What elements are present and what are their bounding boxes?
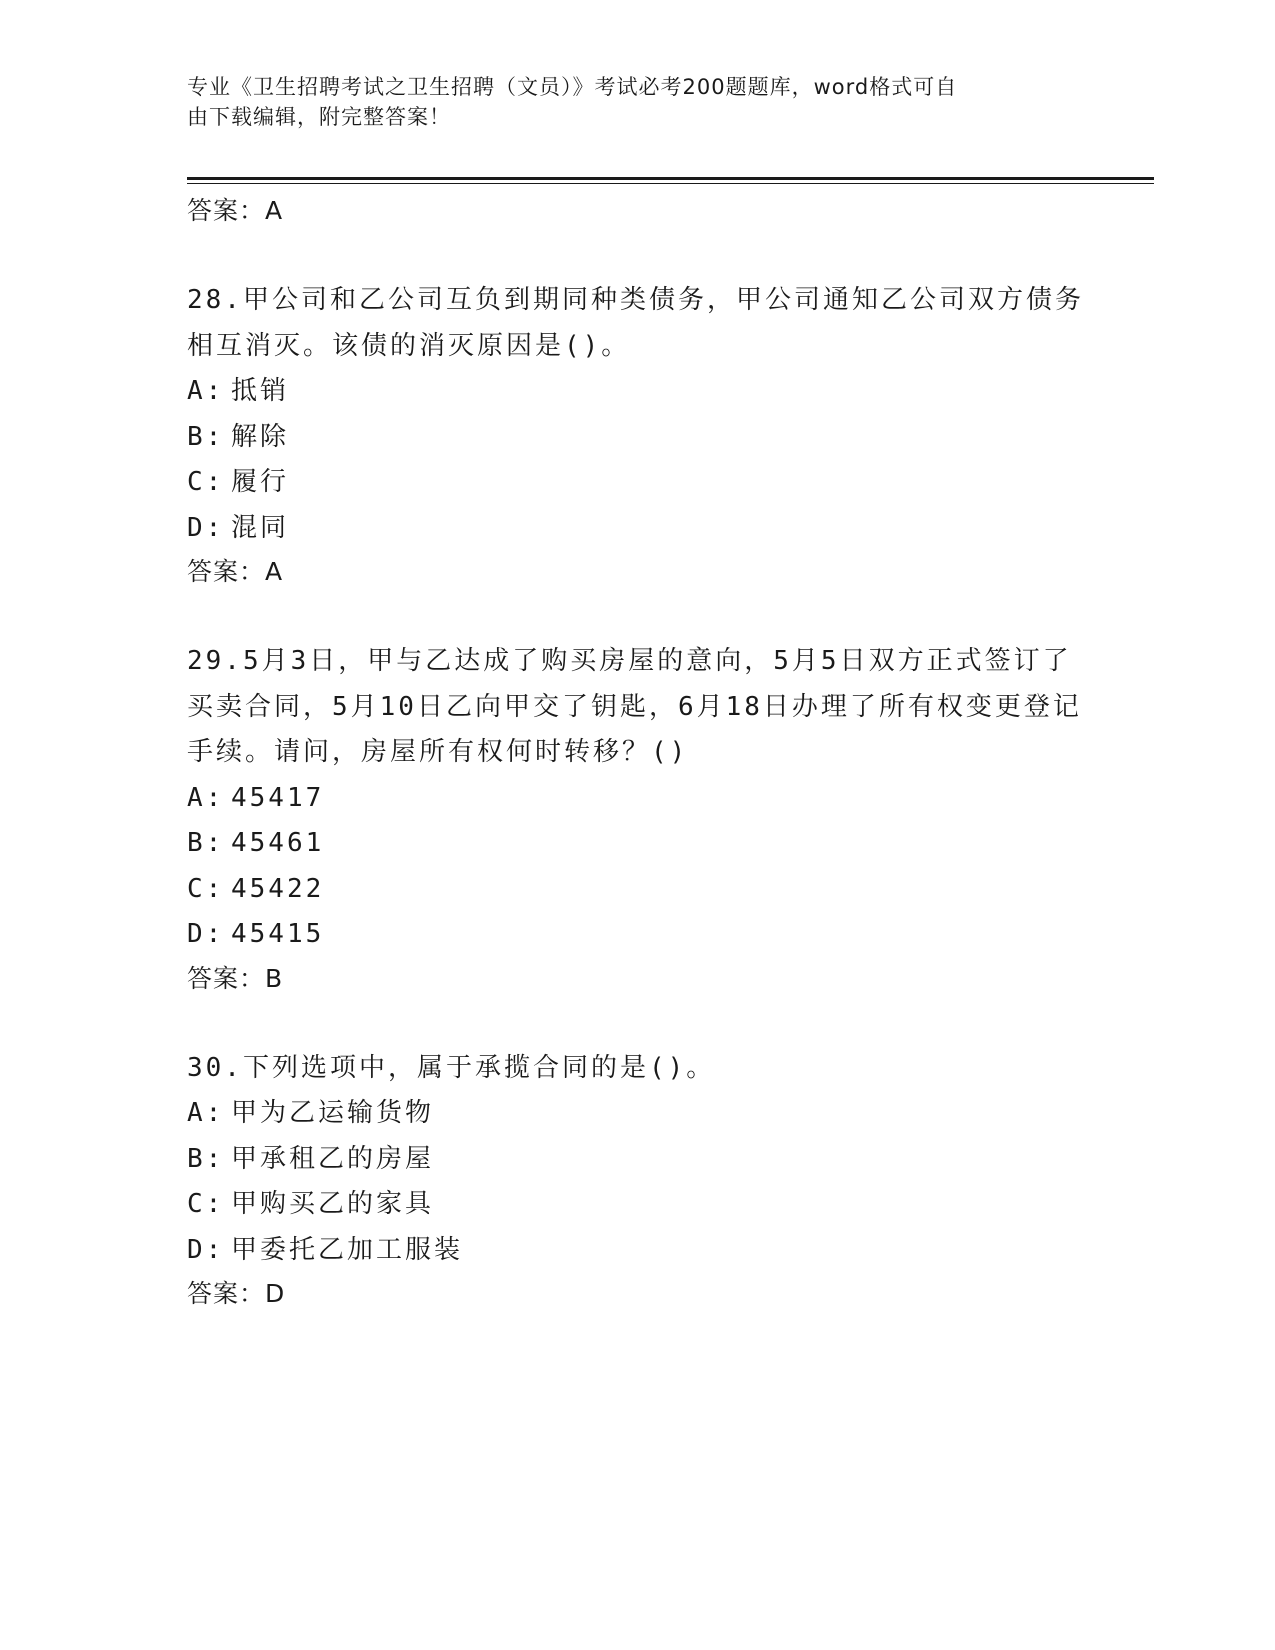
option-text: 45415 [231, 919, 325, 949]
option-a [187, 369, 1087, 415]
option-b [187, 1137, 1087, 1183]
option-letter: D: [187, 512, 225, 543]
answer-label: 答案： [187, 1279, 266, 1308]
question-stem: 28.甲公司和乙公司互负到期同种类债务，甲公司通知乙公司双方债务相互消灭。该债的消灭原因是()。 [187, 285, 1084, 361]
answer [187, 958, 1087, 998]
option-text: 履行 [231, 467, 290, 497]
option-a [187, 1091, 1087, 1137]
header-divider-thin [187, 183, 1154, 184]
option-b [187, 415, 1087, 461]
option-letter: D: [187, 919, 225, 949]
answer-value: A [265, 196, 284, 225]
answer [187, 1273, 1087, 1313]
option-text: 甲承租乙的房屋 [231, 1143, 435, 1174]
previous-answer [187, 190, 1087, 230]
option-text: 45417 [231, 782, 325, 813]
answer-label: 答案： [187, 196, 266, 225]
option-text: 45422 [231, 873, 325, 904]
question-stem: 29.5月3日，甲与乙达成了购买房屋的意向，5月5日双方正式签订了买卖合同，5月10日乙向甲交了钥匙，6月18日办理了所有权变更登记手续。请问，房屋所有权何时转移？() [187, 646, 1082, 767]
option-letter: D: [187, 1234, 225, 1265]
answer-label: 答案： [187, 557, 266, 586]
option-letter: B: [187, 1143, 225, 1174]
option-c [187, 867, 1087, 913]
option-text: 45461 [231, 828, 325, 858]
option-c [187, 460, 1087, 506]
question-30 [187, 1046, 1087, 1314]
option-text: 甲为乙运输货物 [231, 1098, 435, 1128]
option-text: 混同 [231, 512, 290, 543]
option-letter: C: [187, 873, 225, 904]
answer-value: D [265, 1279, 286, 1308]
option-letter: A: [187, 782, 225, 813]
header-line-2: 由下载编辑，附完整答案！ [187, 105, 451, 129]
option-letter: C: [187, 467, 225, 497]
header-divider-thick [187, 177, 1154, 180]
option-letter: A: [187, 1098, 225, 1128]
question-28 [187, 278, 1087, 591]
option-a [187, 776, 1087, 822]
answer-label: 答案： [187, 963, 266, 993]
option-text: 甲购买乙的家具 [231, 1189, 435, 1219]
option-d [187, 912, 1087, 958]
header-line-1: 专业《卫生招聘考试之卫生招聘（文员）》考试必考200题题库，word格式可自 [187, 75, 958, 99]
option-letter: B: [187, 828, 225, 858]
option-text: 解除 [231, 421, 290, 452]
option-text: 抵销 [231, 376, 290, 406]
option-c [187, 1182, 1087, 1228]
answer-value: A [265, 557, 284, 586]
option-letter: A: [187, 376, 225, 406]
question-stem: 30.下列选项中，属于承揽合同的是()。 [187, 1052, 716, 1083]
option-d [187, 506, 1087, 552]
option-d [187, 1228, 1087, 1274]
document-header [187, 72, 1067, 132]
option-b [187, 821, 1087, 867]
question-29 [187, 639, 1087, 998]
option-text: 甲委托乙加工服装 [231, 1234, 464, 1265]
answer-value: B [265, 963, 284, 993]
option-letter: B: [187, 421, 225, 452]
document-body [187, 190, 1087, 1313]
option-letter: C: [187, 1189, 225, 1219]
answer [187, 551, 1087, 591]
